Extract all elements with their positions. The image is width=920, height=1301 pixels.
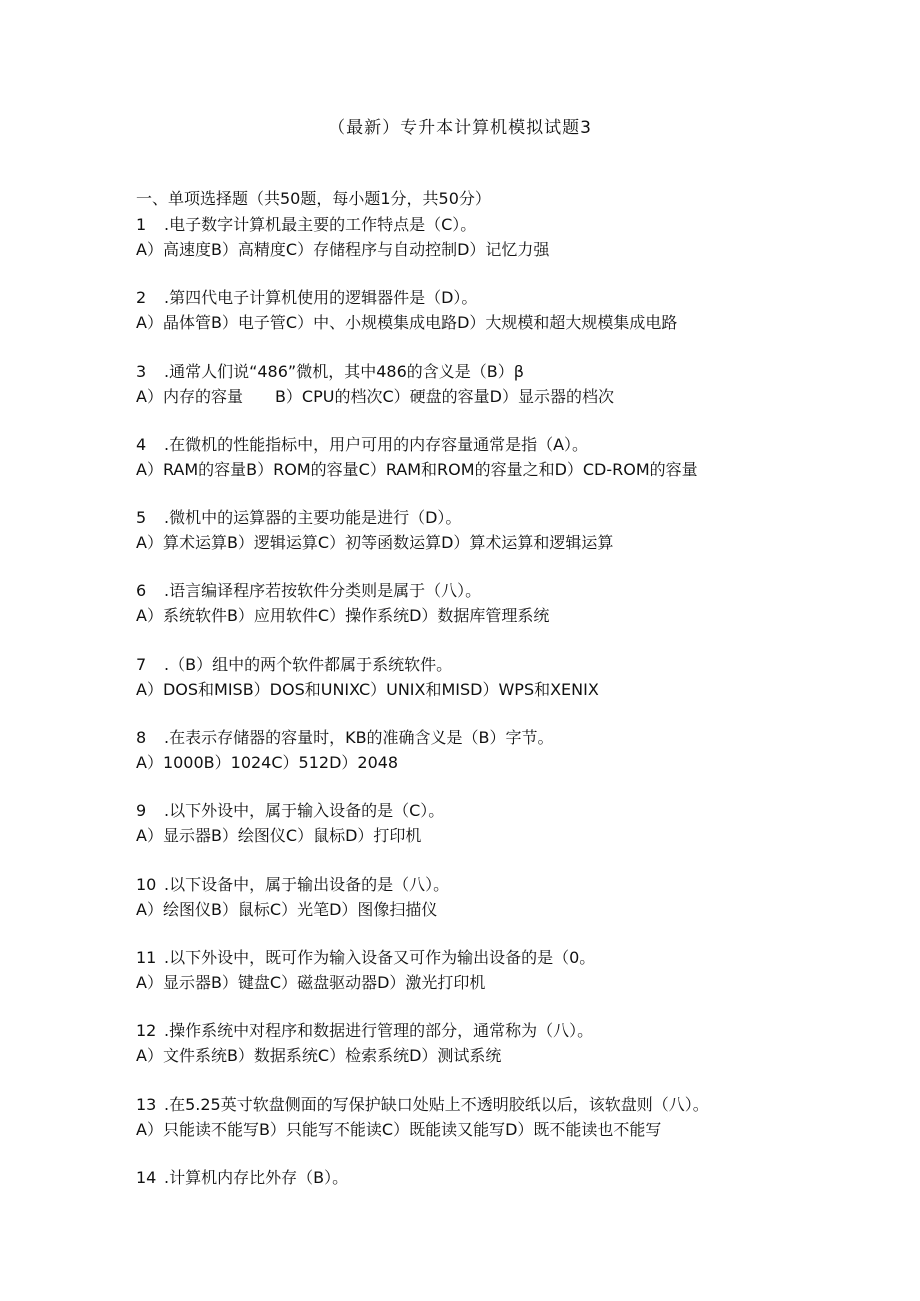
question-item <box>136 1018 896 1091</box>
question-stem <box>136 798 896 823</box>
question-text: .电子数字计算机最主要的工作特点是（C）。 <box>164 215 477 234</box>
question-options: A）只能读不能写B）只能写不能读C）既能读又能写D）既不能读也不能写 <box>136 1119 662 1139</box>
question-item <box>136 652 896 725</box>
question-text: .在微机的性能指标中，用户可用的内存容量通常是指（A）。 <box>164 434 589 454</box>
question-options: A）文件系统B）数据系统C）检索系统D）测试系统 <box>136 1046 502 1066</box>
question-options: A）绘图仪B）鼠标C）光笔D）图像扫描仪 <box>136 899 438 919</box>
question-list <box>136 212 896 1238</box>
question-text: .以下设备中，属于输出设备的是（八）。 <box>164 874 450 894</box>
question-number: 6 <box>136 581 147 601</box>
question-stem <box>136 505 896 530</box>
page-title: （最新）专升本计算机模拟试题3 <box>328 118 592 138</box>
question-number: 12 <box>136 1021 157 1041</box>
question-stem <box>136 212 896 237</box>
question-options: A）算术运算B）逻辑运算C）初等函数运算D）算术运算和逻辑运算 <box>136 533 614 553</box>
question-stem <box>136 725 896 750</box>
question-options: A）高速度B）高精度C）存储程序与自动控制D）记忆力强 <box>136 240 550 259</box>
question-number: 8 <box>136 728 147 748</box>
question-text: .在5.25英寸软盘侧面的写保护缺口处贴上不透明胶纸以后，该软盘则（八）。 <box>164 1094 709 1114</box>
question-text: .在表示存储器的容量时，KB的准确含义是（B）字节。 <box>164 728 554 748</box>
question-text: .以下外设中，属于输入设备的是（C）。 <box>164 801 445 821</box>
question-text: .计算机内存比外存（B）。 <box>164 1167 349 1187</box>
question-text: .操作系统中对程序和数据进行管理的部分，通常称为（八）。 <box>164 1021 594 1041</box>
question-item <box>136 578 896 651</box>
question-stem <box>136 1018 896 1043</box>
question-options: A）晶体管B）电子管C）中、小规模集成电路D）大规模和超大规模集成电路 <box>136 313 678 333</box>
question-number: 9 <box>136 801 147 821</box>
question-options: A）系统软件B）应用软件C）操作系统D）数据库管理系统 <box>136 606 550 626</box>
question-stem <box>136 285 896 310</box>
question-stem <box>136 945 896 970</box>
question-text: .微机中的运算器的主要功能是进行（D）。 <box>164 508 462 528</box>
question-item <box>136 432 896 505</box>
question-number: 14 <box>136 1167 157 1187</box>
question-options: A）RAM的容量B）ROM的容量C）RAM和ROM的容量之和D）CD-ROM的容量 <box>136 459 698 479</box>
question-stem <box>136 1165 896 1190</box>
question-text: .（B）组中的两个软件都属于系统软件。 <box>164 654 453 674</box>
question-options: A）内存的容量 B）CPU的档次C）硬盘的容量D）显示器的档次 <box>136 386 614 406</box>
question-options: A）DOS和MISB）DOS和UNIXC）UNIX和MISD）WPS和XENIX <box>136 679 599 699</box>
question-options: A）显示器B）键盘C）磁盘驱动器D）激光打印机 <box>136 972 486 992</box>
question-stem <box>136 1092 896 1117</box>
question-stem <box>136 872 896 897</box>
section-heading: 一、单项选择题（共50题，每小题1分，共50分） <box>136 189 491 208</box>
question-item <box>136 212 896 285</box>
question-number: 7 <box>136 654 147 674</box>
question-item <box>136 798 896 871</box>
question-number: 2 <box>136 288 147 308</box>
question-number: 4 <box>136 434 147 454</box>
question-stem <box>136 359 896 384</box>
question-stem <box>136 652 896 677</box>
question-text: .第四代电子计算机使用的逻辑器件是（D）。 <box>164 288 478 308</box>
question-item <box>136 872 896 945</box>
question-item <box>136 1165 896 1238</box>
question-item <box>136 359 896 432</box>
question-number: 1 <box>136 215 147 234</box>
question-text: .通常人们说“486”微机，其中486的含义是（B）β <box>164 361 524 381</box>
question-number: 13 <box>136 1094 157 1114</box>
question-text: .以下外设中，既可作为输入设备又可作为输出设备的是（0。 <box>164 947 596 967</box>
question-number: 11 <box>136 947 157 967</box>
question-number: 3 <box>136 361 147 381</box>
question-stem <box>136 578 896 603</box>
question-item <box>136 725 896 798</box>
question-number: 10 <box>136 874 157 894</box>
question-options: A）显示器B）绘图仪C）鼠标D）打印机 <box>136 826 422 846</box>
question-text: .语言编译程序若按软件分类则是属于（八）。 <box>164 581 482 601</box>
question-number: 5 <box>136 508 147 528</box>
question-item <box>136 945 896 1018</box>
question-stem <box>136 432 896 457</box>
question-item <box>136 1092 896 1165</box>
question-options: A）1000B）1024C）512D）2048 <box>136 753 399 773</box>
question-item <box>136 505 896 578</box>
question-item <box>136 285 896 358</box>
